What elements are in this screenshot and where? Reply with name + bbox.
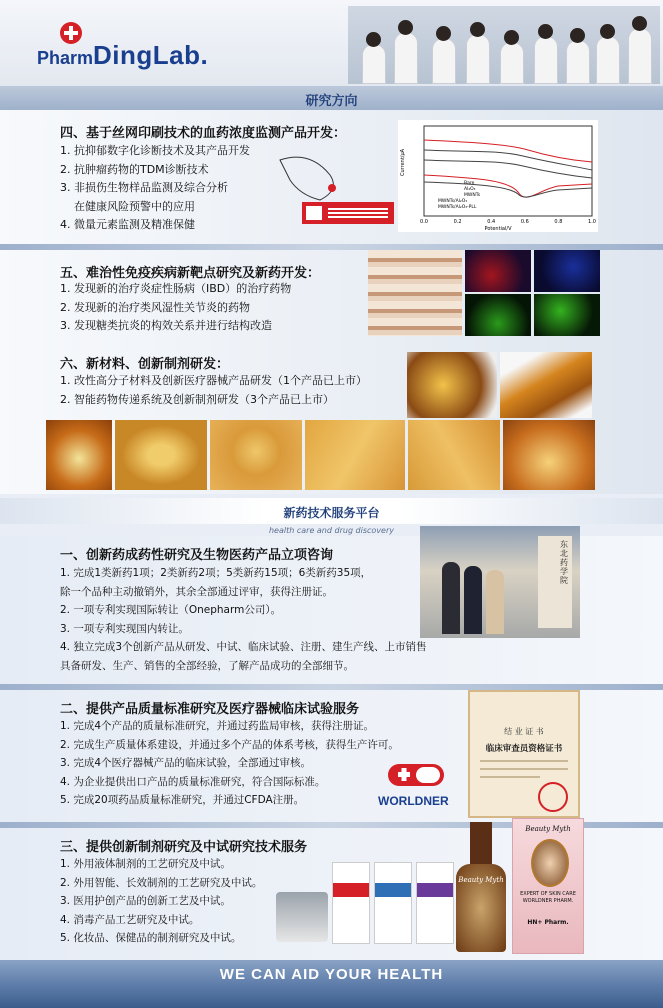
- box-label: EXPERT OF SKIN CARE WORLDNER PHARM.: [520, 891, 576, 904]
- section-6-title: 六、新材料、创新制剂研发：: [60, 357, 230, 372]
- box-brand: HN+ Pharm.: [527, 919, 569, 926]
- product-box: [416, 862, 454, 944]
- microscopy-image: [305, 420, 405, 490]
- product-box: [332, 862, 370, 944]
- list-item: 3. 非损伤生物样品监测及综合分析: [60, 181, 228, 194]
- microscopy-image: [115, 420, 207, 490]
- footer-slogan: WE CAN AID YOUR HEALTH: [219, 966, 444, 983]
- chart-tick: 0.2: [453, 219, 462, 225]
- worldner-logo-icon: [386, 762, 446, 788]
- section-5-title: 五、难治性免疫疾病新靶点研究及新药开发：: [60, 266, 321, 281]
- list-item: 2. 一项专利实现国际转让（Onepharm公司）。: [60, 604, 282, 616]
- platform-subtitle: health care and drug discovery: [268, 526, 394, 535]
- list-item: 2. 完成生产质量体系建设，并通过多个产品的体系考核，获得生产许可。: [60, 738, 399, 751]
- certificate-title: 临床审查员资格证书: [485, 744, 563, 754]
- brand-prefix: Pharm: [37, 48, 94, 68]
- service-2-list: [60, 717, 399, 810]
- building-sign: 东北药学院: [560, 540, 568, 585]
- list-item: 具备研发、生产、销售的全部经验，了解产品成功的全部细节。: [60, 659, 354, 672]
- service-3-title: 三、提供创新制剂研究及中试研究技术服务: [60, 840, 308, 855]
- tissue-image: [368, 250, 462, 336]
- list-item: 1. 抗抑郁数字化诊断技术及其产品开发: [60, 144, 250, 157]
- list-item: 5. 完成20项药品质量标准研究，并通过CFDA注册。: [60, 794, 305, 806]
- section-6-list: [60, 372, 367, 409]
- microscopy-image: [46, 420, 112, 490]
- fluorescence-image: [534, 250, 600, 292]
- chart-tick: 1.0: [588, 219, 596, 225]
- chart-tick: 0.6: [520, 219, 529, 225]
- certificate-top: 结 业 证 书: [504, 727, 544, 736]
- chart-xlabel: Potential/V: [484, 226, 512, 232]
- list-item: 3. 发现糖类抗炎的构效关系并进行结构改造: [60, 319, 272, 332]
- list-item: 3. 医用护创产品的创新工艺及中试。: [60, 895, 231, 907]
- bottle-label: Beauty Myth: [458, 876, 504, 884]
- fluorescence-image: [465, 294, 531, 336]
- fluorescence-image: [465, 250, 531, 292]
- legend-entry: Al₂O₃: [464, 187, 476, 192]
- list-item: 5. 化妆品、保健品的制剂研究及中试。: [60, 932, 242, 944]
- list-item: 1. 完成4个产品的质量标准研究，并通过药监局审核，获得注册证。: [60, 720, 375, 732]
- list-item: 1. 外用液体制剂的工艺研究及中试。: [60, 858, 231, 870]
- chart-tick: 0.4: [487, 219, 496, 225]
- legend-entry: MWNTs/Al₂O₃: [438, 199, 468, 204]
- list-item: 4. 消毒产品工艺研究及中试。: [60, 913, 200, 926]
- brand-main: DingLab.: [93, 40, 209, 70]
- list-item: 1. 发现新的治疗炎症性肠病（IBD）的治疗药物: [60, 282, 292, 295]
- chart-ylabel: Current/μA: [400, 148, 406, 176]
- chart-tick: 0.0: [420, 219, 428, 225]
- list-item: 2. 抗肿瘤药物的TDM诊断技术: [60, 162, 209, 176]
- list-item: 2. 发现新的治疗类风湿性关节炎的药物: [60, 300, 250, 314]
- fluorescence-image: [534, 294, 600, 336]
- section-5-list: [60, 280, 291, 336]
- list-item: 4. 为企业提供出口产品的质量标准研究，符合国际标准。: [60, 775, 326, 788]
- product-box: [374, 862, 412, 944]
- afm-3d-image: [407, 352, 497, 418]
- box-title: Beauty Myth: [525, 825, 571, 833]
- service-1-list: [60, 564, 427, 675]
- list-item: 在健康风险预警中的应用: [60, 199, 195, 213]
- product-image: [276, 892, 328, 942]
- service-2-title: 二、提供产品质量标准研究及医疗器械临床试验服务: [60, 702, 360, 717]
- microscopy-image: [408, 420, 500, 490]
- legend-entry: MWNTs/Al₂O₃-PLL: [438, 205, 477, 210]
- test-strip-illustration: [270, 140, 400, 240]
- list-item: 4. 微量元素监测及精准保健: [60, 218, 195, 231]
- group-photo: [420, 526, 580, 638]
- platform-title: 新药技术服务平台: [283, 506, 380, 520]
- voltammetry-chart: [398, 120, 598, 232]
- afm-3d-image: [500, 352, 592, 418]
- service-3-list: [60, 855, 262, 948]
- section-4-list: [60, 142, 250, 235]
- list-item: 4. 独立完成3个创新产品从研发、中试、临床试验、注册、建生产线、上市销售: [60, 641, 427, 653]
- microscopy-image: [503, 420, 595, 490]
- cosmetic-box: [512, 818, 584, 954]
- list-item: 除一个品种主动撤销外，其余全部通过评审，获得注册证。: [60, 585, 333, 598]
- chart-tick: 0.8: [554, 219, 563, 225]
- legend-entry: MWNTs: [464, 193, 481, 198]
- list-item: 1. 改性高分子材料及创新医疗器械产品研发（1个产品已上市）: [60, 374, 367, 387]
- legend-entry: Bare: [464, 181, 475, 186]
- section-bar-title: 研究方向: [305, 94, 358, 109]
- list-item: 2. 智能药物传递系统及创新制剂研发（3个产品已上市）: [60, 392, 334, 406]
- brand-logo[interactable]: [37, 40, 208, 71]
- worldner-logo: WORLDNER: [378, 794, 449, 808]
- list-item: 2. 外用智能、长效制剂的工艺研究及中试。: [60, 876, 263, 889]
- team-photo: [348, 6, 660, 84]
- list-item: 3. 一项专利实现国内转让。: [60, 622, 189, 635]
- certificate-image: [468, 690, 580, 818]
- section-4-title: 四、基于丝网印刷技术的血药浓度监测产品开发：: [60, 126, 347, 141]
- list-item: 3. 完成4个医疗器械产品的临床试验，全部通过审核。: [60, 757, 312, 769]
- cosmetic-bottle: [454, 822, 508, 954]
- list-item: 1. 完成1类新药1项；2类新药2项；5类新药15项；6类新药35项，: [60, 567, 372, 579]
- microscopy-image: [210, 420, 302, 490]
- service-1-title: 一、创新药成药性研究及生物医药产品立项咨询: [60, 548, 334, 563]
